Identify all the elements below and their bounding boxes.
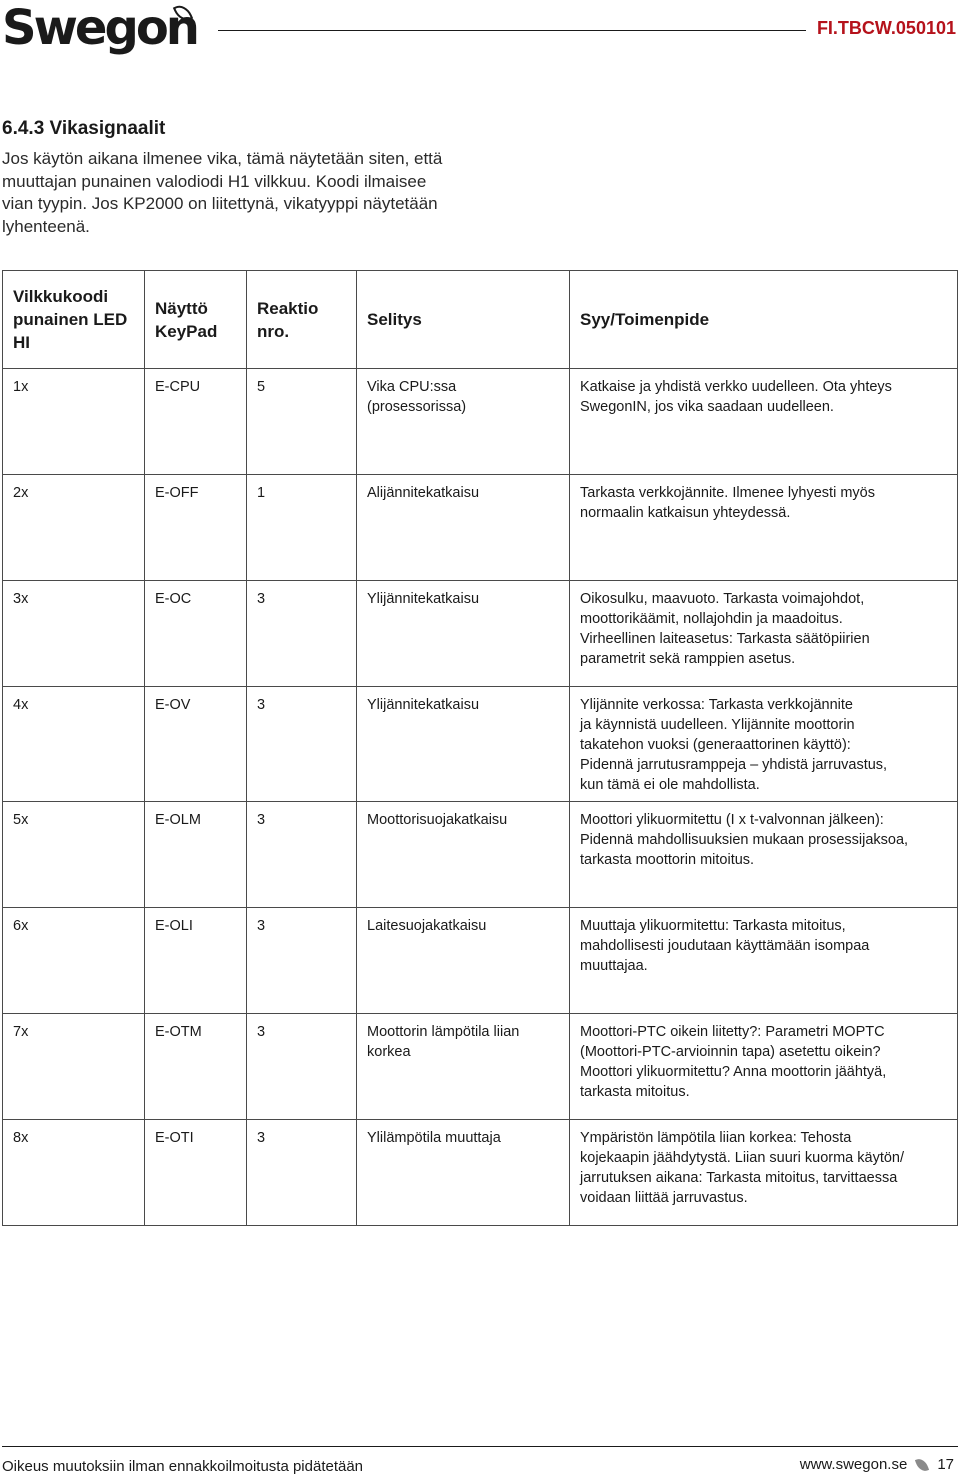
cell-blink: 3x (3, 581, 145, 687)
document-code: FI.TBCW.050101 (816, 18, 956, 38)
cell-display: E-OLM (145, 802, 247, 908)
footer-meta (800, 1456, 954, 1473)
cell-reaction: 5 (247, 369, 357, 475)
cell-blink: 6x (3, 908, 145, 1014)
cell-blink: 7x (3, 1014, 145, 1120)
cell-blink: 4x (3, 687, 145, 802)
cell-description: Moottorisuojakatkaisu (357, 802, 570, 908)
cell-display: E-OFF (145, 475, 247, 581)
cell-display: E-OTI (145, 1120, 247, 1226)
cell-action: Ylijännite verkossa: Tarkasta verkkojännite ja käynnistä uudelleen. Ylijännite moottorin takatehon vuoksi (generaattorinen käyttö): Pidennä jarrutusramppeja – yhdistä jarruvastus, kun tämä ei ole mahdollista. (570, 687, 958, 802)
header-blink-code: Vilkkukoodi punainen LED HI (3, 271, 145, 369)
table-row (3, 1120, 958, 1226)
table-row (3, 581, 958, 687)
cell-reaction: 3 (247, 802, 357, 908)
footer-divider (2, 1446, 958, 1447)
cell-action: Moottori-PTC oikein liitetty?: Parametri MOPTC (Moottori-PTC-arvioinnin tapa) asetettu oikein? Moottori ylikuormitettu? Anna moottorin jäähtyä, tarkasta mitoitus. (570, 1014, 958, 1120)
swegon-logo: Swegon (2, 0, 197, 56)
cell-description: Ylilämpötila muuttaja (357, 1120, 570, 1226)
intro-line: lyhenteenä. (2, 216, 90, 236)
cell-blink: 8x (3, 1120, 145, 1226)
cell-display: E-OLI (145, 908, 247, 1014)
cell-blink: 2x (3, 475, 145, 581)
cell-reaction: 3 (247, 908, 357, 1014)
cell-action: Oikosulku, maavuoto. Tarkasta voimajohdot, moottorikäämit, nollajohdin ja maadoitus. Virheellinen laiteasetus: Tarkasta säätöpiirien parametrit sekä ramppien asetus. (570, 581, 958, 687)
cell-action: Katkaise ja yhdistä verkko uudelleen. Ota yhteys SwegonIN, jos vika saadaan uudelleen. (570, 369, 958, 475)
cell-blink: 5x (3, 802, 145, 908)
table-row (3, 369, 958, 475)
header-action: Syy/Toimenpide (570, 271, 958, 369)
cell-display: E-OC (145, 581, 247, 687)
header-description: Selitys (357, 271, 570, 369)
cell-blink: 1x (3, 369, 145, 475)
table-row (3, 1014, 958, 1120)
cell-action: Moottori ylikuormitettu (I x t-valvonnan jälkeen): Pidennä mahdollisuuksien mukaan prosessijaksoa, tarkasta moottorin mitoitus. (570, 802, 958, 908)
intro-paragraph (2, 148, 472, 238)
cell-reaction: 3 (247, 1120, 357, 1226)
section-title: 6.4.3 Vikasignaalit (2, 118, 166, 139)
intro-line: muuttajan punainen valodiodi H1 vilkkuu. Koodi ilmaisee (2, 171, 427, 191)
footer-notice: Oikeus muutoksiin ilman ennakkoilmoitusta pidätetään (2, 1458, 364, 1475)
cell-reaction: 1 (247, 475, 357, 581)
cell-description: Laitesuojakatkaisu (357, 908, 570, 1014)
cell-description: Vika CPU:ssa (prosessorissa) (357, 369, 570, 475)
header-reaction: Reaktio nro. (247, 271, 357, 369)
intro-line: Jos käytön aikana ilmenee vika, tämä näytetään siten, että (2, 149, 443, 168)
website-link[interactable]: www.swegon.se (799, 1456, 908, 1473)
cell-description: Moottorin lämpötila liian korkea (357, 1014, 570, 1120)
header-divider (218, 30, 806, 31)
cell-display: E-OTM (145, 1014, 247, 1120)
cell-description: Ylijännitekatkaisu (357, 687, 570, 802)
header-display: Näyttö KeyPad (145, 271, 247, 369)
table-row (3, 802, 958, 908)
leaf-icon (915, 1456, 929, 1473)
cell-action: Ympäristön lämpötila liian korkea: Tehosta kojekaapin jäähdytystä. Liian suuri kuorma käytön/ jarrutuksen aikana: Tarkasta mitoitus, tarvittaessa voidaan liittää jarruvastus. (570, 1120, 958, 1226)
fault-code-table (2, 270, 958, 1226)
cell-reaction: 3 (247, 687, 357, 802)
cell-reaction: 3 (247, 581, 357, 687)
page-number: 17 (937, 1456, 954, 1473)
cell-action: Muuttaja ylikuormitettu: Tarkasta mitoitus, mahdollisesti joudutaan käyttämään isompaa muuttajaa. (570, 908, 958, 1014)
table-header-row (3, 271, 958, 369)
table-row (3, 687, 958, 802)
cell-description: Ylijännitekatkaisu (357, 581, 570, 687)
table-row (3, 475, 958, 581)
table-row (3, 908, 958, 1014)
intro-line: vian tyypin. Jos KP2000 on liitettynä, vikatyyppi näytetään (2, 194, 438, 213)
cell-display: E-OV (145, 687, 247, 802)
cell-reaction: 3 (247, 1014, 357, 1120)
cell-action: Tarkasta verkkojännite. Ilmenee lyhyesti myös normaalin katkaisun yhteydessä. (570, 475, 958, 581)
cell-display: E-CPU (145, 369, 247, 475)
cell-description: Alijännitekatkaisu (357, 475, 570, 581)
